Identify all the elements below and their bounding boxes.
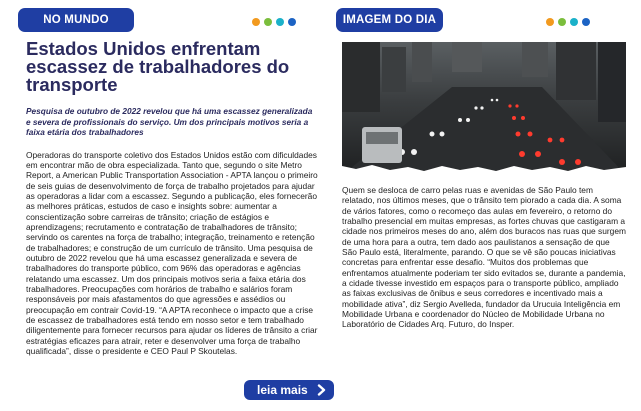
article-body: Operadoras do transporte coletivo dos Estados Unidos estão com dificuldades em encontrar mão de obra especializada. Tanto que, segundo o site Metro Report, a American Public Transportation Association - APTA lançou o primeiro de seis guias de desenvolvimento de força de trabalho projetados para ajudar as operadoras a lidar com a escassez. Segundo a publicação, eles fornecerão as melhores práticas, estudos de caso e insights sobre: aumentar a conscientização sobre carreiras de trânsito; criação de estágios e aprendizagens; recrutamento e contratação de trabalhadores de trânsito; servindo os carentes na força de trabalho; integração, treinamento e retenção de trabalhadores; e construção de um currículo de trânsito. Uma pesquisa de outubro de 2022 revelou que há uma escassez generalizada e severa de trabalhadores do transporte público, com 96% das operadoras e agências relatando uma escassez. Um dos principais motivos seria a faixa etária dos trabalhadores. Preocupações com horários de trabalho e salários foram responsáveis por mais afastamentos do que agressões e assédios ou preocupação em contrair Covid-19. “A APTA reconhece o impacto que a crise de escassez de trabalhadores está tendo em nosso setor e tem trabalhado diligentemente para fornecer recursos para ajudar os líderes de trânsito a criar estratégias eficazes para atrair, reter e desenvolver uma força de trabalho qualificada”, disse o presidente e CEO Paul P Skoutelas. xyxy=(26,149,318,357)
traffic-jam-photo xyxy=(342,42,626,175)
blue-dot-icon xyxy=(582,18,590,26)
section-tag-no-mundo: NO MUNDO xyxy=(18,8,134,32)
section-header xyxy=(18,8,322,36)
chevron-right-icon xyxy=(315,384,327,396)
read-more-label: leia mais xyxy=(257,383,308,397)
teal-dot-icon xyxy=(276,18,284,26)
green-dot-icon xyxy=(558,18,566,26)
photo-caption-body: Quem se desloca de carro pelas ruas e avenidas de São Paulo tem relatado, nos últimos meses, que o trânsito tem piorado a cada dia. A soma de vários fatores, como o recomeço das aulas em fevereiro, o retorno do trabalho presencial em muitas empresas, as fortes chuvas que castigaram a cidade nos primeiros meses do ano, além dos buracos nas ruas que surgem de uma hora para a outra, tem dado aos paulistanos a sensação de que São Paulo está, literalmente, parando. O que se vê são poucas iniciativas concretas para enfrentar esse desafio. “Muitos dos problemas que enfrentamos atualmente poderiam ter sido evitados se, durante a pandemia, a cidade tivesse investido em espaços para o transporte público, ampliado as faixas exclusivas de ônibus e seus corredores e incentivado mais a mobilidade ativa”, diz Sergio Avelleda, fundador da Urucuia Inteligência em Mobilidade Urbana e coordenador do Núcleo de Mobilidade Urbana no Laboratório de Cidades Arq. Futuro, do Insper. xyxy=(342,185,626,330)
green-dot-icon xyxy=(264,18,272,26)
blue-dot-icon xyxy=(288,18,296,26)
section-tag-imagem-do-dia: IMAGEM DO DIA xyxy=(336,8,443,32)
orange-dot-icon xyxy=(546,18,554,26)
decorative-dots xyxy=(252,18,296,26)
decorative-dots xyxy=(546,18,590,26)
orange-dot-icon xyxy=(252,18,260,26)
news-world-panel xyxy=(18,8,322,356)
article-lede: Pesquisa de outubro de 2022 revelou que há uma escassez generalizada e severa de profissionais do serviço. Um dos principais motivos seria a faixa etária dos trabalhadores xyxy=(26,106,313,137)
read-more-button[interactable] xyxy=(244,380,334,400)
image-of-day-panel xyxy=(336,8,628,330)
section-header xyxy=(336,8,628,36)
traffic-photo-icon xyxy=(342,42,626,175)
teal-dot-icon xyxy=(570,18,578,26)
article-headline: Estados Unidos enfrentam escassez de trabalhadores do transporte xyxy=(26,38,290,95)
